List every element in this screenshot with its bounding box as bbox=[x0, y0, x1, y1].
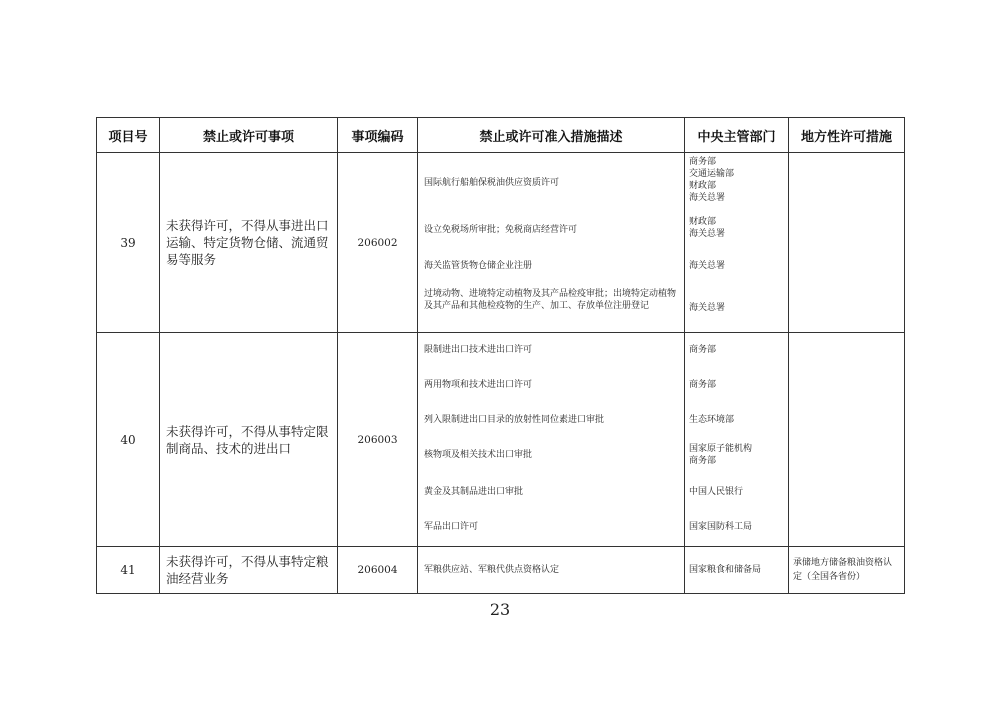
dept-line: 商务部 bbox=[689, 345, 717, 355]
row-depts bbox=[685, 153, 789, 333]
dept-line: 国家粮食和储备局 bbox=[689, 565, 762, 575]
row-item: 未获得许可，不得从事特定限制商品、技术的进出口 bbox=[160, 333, 338, 547]
measure-line: 海关监管货物仓储企业注册 bbox=[424, 261, 533, 271]
header-local-measures: 地方性许可措施 bbox=[789, 118, 905, 153]
measure-line: 限制进出口技术进出口许可 bbox=[424, 345, 533, 355]
table-row bbox=[97, 547, 905, 594]
row-depts bbox=[685, 333, 789, 547]
measure-line: 军品出口许可 bbox=[424, 522, 479, 532]
measure-line: 国际航行船舶保税油供应资质许可 bbox=[424, 178, 560, 188]
measure-line: 设立免税场所审批；免税商店经营许可 bbox=[424, 225, 578, 235]
permit-table bbox=[96, 117, 905, 594]
table-header-row bbox=[97, 118, 905, 153]
row-number: 39 bbox=[97, 153, 160, 333]
row-local bbox=[789, 153, 905, 333]
row-item: 未获得许可，不得从事进出口运输、特定货物仓储、流通贸易等服务 bbox=[160, 153, 338, 333]
row-number: 41 bbox=[97, 547, 160, 594]
table-row bbox=[97, 153, 905, 333]
header-code: 事项编码 bbox=[338, 118, 418, 153]
row-code: 206002 bbox=[338, 153, 418, 333]
measure-line: 过境动物、进境特定动植物及其产品检疫审批；出境特定动植物及其产品和其他检疫物的生产、加工、存放单位注册登记 bbox=[424, 289, 677, 311]
row-number: 40 bbox=[97, 333, 160, 547]
dept-line: 海关总署 bbox=[689, 261, 726, 271]
row-measures bbox=[418, 333, 685, 547]
dept-line: 国家原子能机构 商务部 bbox=[689, 444, 753, 466]
dept-line: 商务部 交通运输部 财政部 海关总署 bbox=[689, 157, 735, 203]
measure-line: 黄金及其制品进出口审批 bbox=[424, 487, 524, 497]
dept-line: 生态环境部 bbox=[689, 415, 735, 425]
dept-line: 商务部 bbox=[689, 380, 717, 390]
dept-line: 海关总署 bbox=[689, 303, 726, 313]
row-code: 206003 bbox=[338, 333, 418, 547]
table-row bbox=[97, 333, 905, 547]
dept-line: 国家国防科工局 bbox=[689, 522, 753, 532]
row-depts bbox=[685, 547, 789, 594]
row-local: 承储地方储备粮油资格认定（全国各省份） bbox=[789, 547, 905, 594]
measure-line: 核物项及相关技术出口审批 bbox=[424, 450, 533, 460]
row-item: 未获得许可，不得从事特定粮油经营业务 bbox=[160, 547, 338, 594]
dept-line: 财政部 海关总署 bbox=[689, 217, 726, 239]
measure-line: 两用物项和技术进出口许可 bbox=[424, 380, 533, 390]
header-measures: 禁止或许可准入措施描述 bbox=[418, 118, 685, 153]
row-local bbox=[789, 333, 905, 547]
dept-line: 中国人民银行 bbox=[689, 487, 744, 497]
row-measures bbox=[418, 153, 685, 333]
row-code: 206004 bbox=[338, 547, 418, 594]
measure-line: 列入限制进出口目录的放射性同位素进口审批 bbox=[424, 415, 605, 425]
header-central-dept: 中央主管部门 bbox=[685, 118, 789, 153]
header-item-no: 项目号 bbox=[97, 118, 160, 153]
row-measures bbox=[418, 547, 685, 594]
header-item: 禁止或许可事项 bbox=[160, 118, 338, 153]
measure-line: 军粮供应站、军粮代供点资格认定 bbox=[424, 565, 560, 575]
page-number: 23 bbox=[489, 600, 511, 619]
